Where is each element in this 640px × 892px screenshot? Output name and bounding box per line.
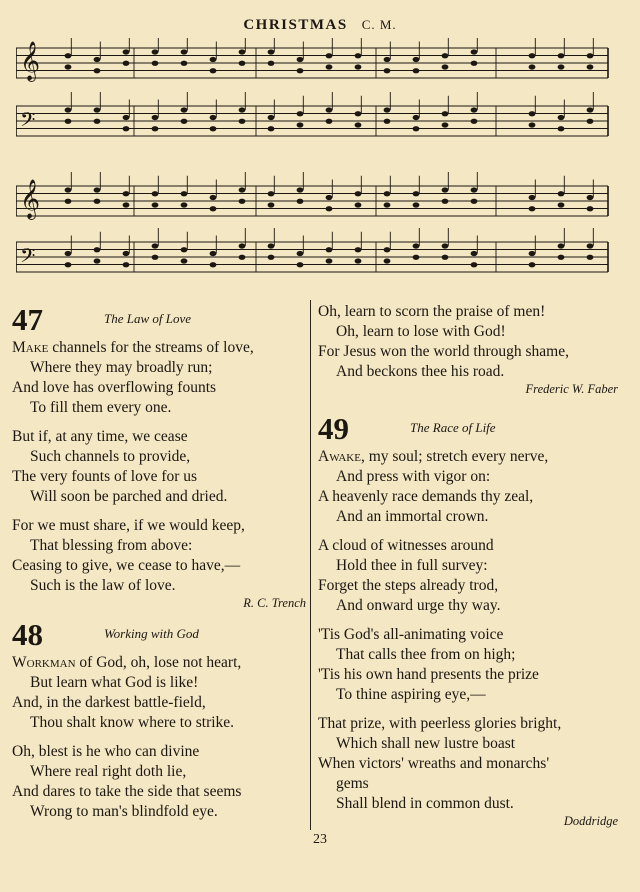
note-head <box>558 53 565 58</box>
note-head <box>210 68 217 73</box>
verse-line: That prize, with peerless glories bright, <box>318 715 562 732</box>
note-head <box>65 262 72 267</box>
verse-line: To fill them every one. <box>30 399 172 416</box>
note-head <box>384 247 391 252</box>
note-head <box>181 202 188 207</box>
note-head <box>210 262 217 267</box>
note-head <box>94 258 101 263</box>
note-head <box>442 53 449 58</box>
note-head <box>181 61 188 66</box>
stanza <box>12 338 306 418</box>
verse-line: Workman of God, oh, lose not heart, <box>12 654 242 671</box>
stanza <box>12 653 306 733</box>
verse-line: When victors' wreaths and monarchs' <box>318 755 550 772</box>
note-head <box>123 61 130 66</box>
hymn-author: Frederic W. Faber <box>525 382 618 396</box>
note-head <box>529 64 536 69</box>
note-head <box>181 191 188 196</box>
verse-line: Such is the law of love. <box>30 577 176 594</box>
hymn-title: Working with God <box>104 626 199 641</box>
note-head <box>442 64 449 69</box>
note-head <box>413 68 420 73</box>
note-head <box>123 126 130 131</box>
note-head <box>413 191 420 196</box>
note-head <box>384 258 391 263</box>
note-head <box>471 119 478 124</box>
verse-line: Such channels to provide, <box>30 448 191 465</box>
bass-clef-icon: 𝄢 <box>20 244 36 272</box>
note-head <box>181 258 188 263</box>
note-head <box>529 206 536 211</box>
hymn-author: Doddridge <box>563 814 618 828</box>
note-head <box>529 251 536 256</box>
note-head <box>94 247 101 252</box>
note-head <box>413 57 420 62</box>
stanza <box>318 447 618 527</box>
note-head <box>558 255 565 260</box>
note-head <box>471 49 478 54</box>
note-head <box>65 64 72 69</box>
verse-line: For we must share, if we would keep, <box>12 517 245 534</box>
left-column <box>12 302 306 831</box>
tune-header <box>0 16 640 34</box>
note-head <box>297 111 304 116</box>
note-head <box>471 262 478 267</box>
verse-line: Where they may broadly run; <box>30 359 213 376</box>
note-head <box>210 206 217 211</box>
note-head <box>152 61 159 66</box>
verse-line: And, in the darkest battle-field, <box>12 694 206 711</box>
note-head <box>123 115 130 120</box>
verse-line: Ceasing to give, we cease to have,— <box>12 557 241 574</box>
note-head <box>355 122 362 127</box>
note-head <box>65 251 72 256</box>
note-head <box>471 107 478 112</box>
hymn-title: The Law of Love <box>104 311 192 326</box>
verse-line: A heavenly race demands thy zeal, <box>318 488 534 505</box>
note-head <box>587 206 594 211</box>
note-head <box>442 122 449 127</box>
verse-line: Oh, learn to lose with God! <box>336 323 506 340</box>
note-head <box>587 119 594 124</box>
verse-line: A cloud of witnesses around <box>318 537 494 554</box>
note-head <box>94 199 101 204</box>
note-head <box>442 187 449 192</box>
stanza <box>318 536 618 616</box>
verse-line: And dares to take the side that seems <box>12 783 242 800</box>
note-head <box>413 255 420 260</box>
note-head <box>152 49 159 54</box>
note-head <box>587 255 594 260</box>
note-head <box>268 61 275 66</box>
note-head <box>384 107 391 112</box>
column-divider <box>310 300 311 830</box>
note-head <box>558 243 565 248</box>
verse-line: And beckons thee his road. <box>336 363 505 380</box>
hymn-author: R. C. Trench <box>243 596 306 610</box>
verse-line: Hold thee in full survey: <box>336 557 488 574</box>
verse-line: Wrong to man's blindfold eye. <box>30 803 218 820</box>
note-head <box>210 57 217 62</box>
note-head <box>239 61 246 66</box>
note-head <box>268 243 275 248</box>
note-head <box>442 111 449 116</box>
score-staves <box>16 38 608 272</box>
note-head <box>297 68 304 73</box>
note-head <box>326 258 333 263</box>
verse-line: gems <box>336 775 369 792</box>
note-head <box>210 126 217 131</box>
tune-meter: C. M. <box>361 17 397 32</box>
note-head <box>123 49 130 54</box>
note-head <box>239 199 246 204</box>
treble-clef-icon: 𝄞 <box>20 179 41 219</box>
hymn-47 <box>12 302 306 611</box>
verse-line: That calls thee from on high; <box>336 646 516 663</box>
note-head <box>529 262 536 267</box>
verse-line: The very founts of love for us <box>12 468 198 485</box>
stanza <box>12 427 306 507</box>
note-head <box>239 187 246 192</box>
note-head <box>587 107 594 112</box>
hymn-title: The Race of Life <box>410 420 496 435</box>
verse-line: Oh, learn to scorn the praise of men! <box>318 303 546 320</box>
note-head <box>65 107 72 112</box>
note-head <box>297 187 304 192</box>
note-head <box>355 53 362 58</box>
verse-line: 'Tis his own hand presents the prize <box>318 666 539 683</box>
note-head <box>297 57 304 62</box>
note-head <box>442 243 449 248</box>
verse-line: Will soon be parched and dried. <box>30 488 228 505</box>
note-head <box>413 202 420 207</box>
music-score <box>16 38 616 296</box>
note-head <box>529 53 536 58</box>
note-head <box>326 247 333 252</box>
note-head <box>558 115 565 120</box>
note-head <box>210 115 217 120</box>
note-head <box>587 243 594 248</box>
note-head <box>384 68 391 73</box>
note-head <box>210 195 217 200</box>
hymn-number: 49 <box>318 411 349 446</box>
verse-line: And press with vigor on: <box>336 468 491 485</box>
note-head <box>471 187 478 192</box>
note-head <box>384 191 391 196</box>
note-head <box>65 199 72 204</box>
note-head <box>268 49 275 54</box>
note-head <box>558 126 565 131</box>
verse-line: Where real right doth lie, <box>30 763 187 780</box>
verse-line: 'Tis God's all-animating voice <box>318 626 504 643</box>
verse-line: To thine aspiring eye,— <box>336 686 486 703</box>
note-head <box>210 251 217 256</box>
tune-name: CHRISTMAS <box>243 17 348 33</box>
note-head <box>152 243 159 248</box>
hymn-49 <box>318 411 618 829</box>
stanza <box>12 516 306 596</box>
note-head <box>326 64 333 69</box>
stanza <box>318 625 618 705</box>
verse-line: That blessing from above: <box>30 537 193 554</box>
verse-line: Which shall new lustre boast <box>336 735 516 752</box>
note-head <box>326 107 333 112</box>
note-head <box>268 115 275 120</box>
note-head <box>355 247 362 252</box>
note-head <box>355 191 362 196</box>
note-head <box>94 57 101 62</box>
note-head <box>558 191 565 196</box>
note-head <box>384 202 391 207</box>
note-head <box>152 191 159 196</box>
note-head <box>123 262 130 267</box>
verse-line: Make channels for the streams of love, <box>12 339 254 356</box>
note-head <box>239 243 246 248</box>
right-column <box>318 302 618 829</box>
hymn-number: 47 <box>12 302 43 337</box>
note-head <box>355 111 362 116</box>
note-head <box>239 255 246 260</box>
note-head <box>326 119 333 124</box>
note-head <box>94 187 101 192</box>
page-number: 23 <box>313 832 327 847</box>
note-head <box>181 247 188 252</box>
note-head <box>587 195 594 200</box>
verse-line: Awake, my soul; stretch every nerve, <box>318 448 549 465</box>
verse-line: Oh, blest is he who can divine <box>12 743 200 760</box>
note-head <box>471 251 478 256</box>
verse-line: Forget the steps already trod, <box>318 577 499 594</box>
note-head <box>152 115 159 120</box>
note-head <box>123 251 130 256</box>
note-head <box>471 199 478 204</box>
treble-clef-icon: 𝄞 <box>20 41 41 81</box>
note-head <box>268 255 275 260</box>
note-head <box>65 119 72 124</box>
note-head <box>181 107 188 112</box>
note-head <box>326 53 333 58</box>
stanza <box>12 742 306 822</box>
note-head <box>355 202 362 207</box>
stanza <box>318 302 618 382</box>
note-head <box>123 202 130 207</box>
note-head <box>152 202 159 207</box>
note-head <box>65 187 72 192</box>
hymn-48 <box>12 617 306 822</box>
note-head <box>181 119 188 124</box>
note-head <box>355 258 362 263</box>
note-head <box>152 126 159 131</box>
verse-line: And an immortal crown. <box>336 508 489 525</box>
note-head <box>152 255 159 260</box>
note-head <box>239 49 246 54</box>
note-head <box>94 107 101 112</box>
note-head <box>413 126 420 131</box>
note-head <box>529 122 536 127</box>
note-head <box>587 64 594 69</box>
verse-line: Shall blend in common dust. <box>336 795 514 812</box>
note-head <box>413 243 420 248</box>
note-head <box>442 199 449 204</box>
note-head <box>94 119 101 124</box>
verse-line: For Jesus won the world through shame, <box>318 343 569 360</box>
note-head <box>268 126 275 131</box>
note-head <box>123 191 130 196</box>
hymn-number: 48 <box>12 617 43 652</box>
verse-line: But if, at any time, we cease <box>12 428 188 445</box>
note-head <box>326 195 333 200</box>
verse-line: But learn what God is like! <box>30 674 199 691</box>
note-head <box>297 122 304 127</box>
note-head <box>384 57 391 62</box>
note-head <box>297 199 304 204</box>
note-head <box>94 68 101 73</box>
note-head <box>384 119 391 124</box>
note-head <box>239 107 246 112</box>
note-head <box>471 61 478 66</box>
note-head <box>268 191 275 196</box>
note-head <box>442 255 449 260</box>
note-head <box>297 262 304 267</box>
bass-clef-icon: 𝄢 <box>20 108 36 136</box>
note-head <box>413 115 420 120</box>
note-head <box>558 202 565 207</box>
note-head <box>181 49 188 54</box>
note-head <box>239 119 246 124</box>
note-head <box>326 206 333 211</box>
stanza <box>318 714 618 814</box>
note-head <box>558 64 565 69</box>
note-head <box>529 195 536 200</box>
verse-line: Thou shalt know where to strike. <box>30 714 235 731</box>
score-notes <box>20 41 593 272</box>
note-head <box>268 202 275 207</box>
note-head <box>529 111 536 116</box>
note-head <box>65 53 72 58</box>
verse-line: And love has overflowing founts <box>12 379 217 396</box>
verse-line: And onward urge thy way. <box>336 597 501 614</box>
note-head <box>355 64 362 69</box>
note-head <box>297 251 304 256</box>
note-head <box>587 53 594 58</box>
